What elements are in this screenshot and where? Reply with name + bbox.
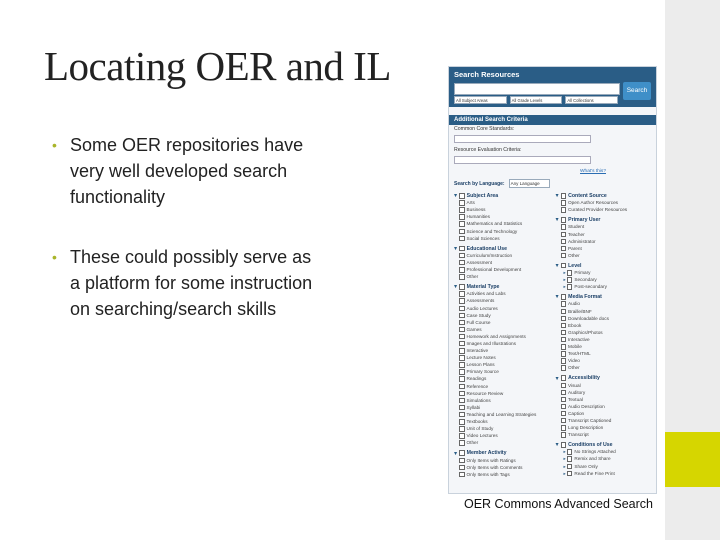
filter-option[interactable] <box>453 347 551 354</box>
filter-option-label: Secondary <box>574 277 597 283</box>
checkbox[interactable] <box>561 217 567 223</box>
checkbox[interactable] <box>459 193 465 199</box>
collapse-icon[interactable]: ▼ <box>453 450 459 457</box>
filter-option-label: Graphics/Photos <box>568 329 603 335</box>
filter-option-label: Curated Provider Resources <box>568 207 628 213</box>
checkbox[interactable] <box>459 440 465 446</box>
checkbox[interactable] <box>561 344 567 350</box>
checkbox[interactable] <box>567 449 573 455</box>
oer-search-screenshot <box>448 66 657 494</box>
checkbox[interactable] <box>459 267 465 273</box>
filter-option[interactable] <box>555 470 653 477</box>
filter-option[interactable] <box>453 266 551 273</box>
search-title: Search Resources <box>454 70 520 79</box>
filter-option[interactable] <box>555 206 653 213</box>
filter-option-label: Full Course <box>466 319 491 325</box>
filter-option[interactable] <box>453 206 551 213</box>
filter-option[interactable] <box>453 457 551 464</box>
filter-option[interactable] <box>555 308 653 315</box>
filter-option-label: No Strings Attached <box>574 449 616 455</box>
standards-label: Common Core Standards: <box>454 126 515 132</box>
filter-option[interactable] <box>555 329 653 336</box>
filter-option[interactable] <box>555 431 653 438</box>
filter-option[interactable] <box>453 333 551 340</box>
filter-option[interactable] <box>555 350 653 357</box>
checkbox[interactable] <box>459 246 465 252</box>
filter-option-label: Textual <box>568 396 583 402</box>
expand-icon[interactable]: ▸ <box>563 456 566 462</box>
collapse-icon[interactable]: ▼ <box>453 193 459 200</box>
filter-option-label: Images and Illustrations <box>466 340 517 346</box>
filter-option-label: Case Study <box>466 312 491 318</box>
filter-option[interactable] <box>555 396 653 403</box>
checkbox[interactable] <box>459 376 465 382</box>
filter-option[interactable] <box>453 290 551 297</box>
checkbox[interactable] <box>459 398 465 404</box>
filter-option-label: Only Items with Ratings <box>466 457 516 463</box>
filter-option-label: Other <box>568 365 580 371</box>
filter-option-label: Downloadable docs <box>568 315 609 321</box>
filter-option[interactable] <box>555 448 653 455</box>
accent-square <box>665 432 720 487</box>
expand-icon[interactable]: ▸ <box>563 449 566 455</box>
filter-option-label: Caption <box>568 410 585 416</box>
filter-group-level <box>555 263 653 290</box>
search-input[interactable] <box>454 83 620 95</box>
bullet-1-text: Some OER repositories have very well developed search functionality <box>70 135 304 207</box>
filter-option-label: Science and Technology <box>466 228 518 234</box>
bullet-2 <box>52 244 322 322</box>
filter-option-label: Arts <box>466 200 475 206</box>
filter-option[interactable] <box>453 259 551 266</box>
filter-option-label: Textbooks <box>466 419 488 424</box>
filter-group-label: Primary User <box>568 217 601 224</box>
checkbox[interactable] <box>459 334 465 340</box>
filter-option-label: Audio Lectures <box>466 305 498 311</box>
checkbox[interactable] <box>459 214 465 220</box>
checkbox[interactable] <box>561 432 567 438</box>
screenshot-caption: OER Commons Advanced Search <box>464 497 653 511</box>
checkbox[interactable] <box>459 306 465 312</box>
checkbox[interactable] <box>561 253 567 259</box>
filter-option[interactable] <box>453 425 551 432</box>
filter-group-material-type <box>453 284 551 446</box>
filter-option[interactable] <box>453 464 551 471</box>
filter-group-label: Material Type <box>466 284 500 291</box>
filter-option[interactable] <box>555 364 653 371</box>
filter-option[interactable] <box>453 199 551 206</box>
filter-option[interactable] <box>555 455 653 462</box>
checkbox[interactable] <box>561 397 567 403</box>
filter-option[interactable] <box>453 368 551 375</box>
checkbox[interactable] <box>561 239 567 245</box>
collapse-icon[interactable]: ▼ <box>554 294 560 301</box>
filter-group-label: Subject Area <box>466 193 499 200</box>
filter-option-label: Post-secondary <box>574 284 607 290</box>
filter-group-media-format <box>555 294 653 371</box>
checkbox[interactable] <box>459 384 465 390</box>
checkbox[interactable] <box>561 301 567 307</box>
collapse-icon[interactable]: ▼ <box>554 193 560 200</box>
filter-option-label: Mathematics and Statistics <box>466 221 523 227</box>
filter-option[interactable] <box>453 361 551 368</box>
filter-option[interactable] <box>453 397 551 404</box>
filter-group-primary-user <box>555 217 653 259</box>
filter-option-label: Open Author Resources <box>568 200 619 206</box>
filter-group-label: Content Source <box>568 193 607 200</box>
filter-option-label: Interactive <box>466 348 489 354</box>
checkbox[interactable] <box>561 207 567 213</box>
collapse-icon[interactable]: ▼ <box>453 245 459 252</box>
filter-option[interactable] <box>453 312 551 319</box>
filter-option[interactable] <box>453 252 551 259</box>
filter-option-label: Assessments <box>466 298 495 304</box>
filter-option[interactable] <box>453 471 551 478</box>
checkbox[interactable] <box>567 277 573 283</box>
filter-option[interactable] <box>453 340 551 347</box>
checkbox[interactable] <box>561 309 567 315</box>
checkbox[interactable] <box>459 405 465 411</box>
checkbox[interactable] <box>561 383 567 389</box>
filter-option-label: Social Sciences <box>466 235 500 241</box>
bullet-2-text: These could possibly serve as a platform for some instruction on searching/search skills <box>70 247 313 319</box>
filter-option[interactable] <box>555 382 653 389</box>
checkbox[interactable] <box>561 193 567 199</box>
filter-option-label: Humanities <box>466 214 490 220</box>
expand-icon[interactable]: ▸ <box>563 277 566 283</box>
filter-column-left <box>453 193 551 482</box>
checkbox[interactable] <box>561 358 567 364</box>
expand-icon[interactable]: ▸ <box>563 270 566 276</box>
filter-option[interactable] <box>453 411 551 418</box>
collapse-icon[interactable]: ▼ <box>554 375 560 382</box>
checkbox[interactable] <box>459 348 465 354</box>
checkbox[interactable] <box>459 450 465 456</box>
checkbox[interactable] <box>459 229 465 235</box>
filter-option-label: Teacher <box>568 231 585 237</box>
checkbox[interactable] <box>459 200 465 206</box>
filter-option[interactable] <box>555 424 653 431</box>
checkbox[interactable] <box>561 375 567 381</box>
evaluation-field[interactable] <box>454 156 591 164</box>
collapse-icon[interactable]: ▼ <box>453 284 459 291</box>
checkbox[interactable] <box>561 365 567 371</box>
language-select[interactable]: Any Language <box>509 179 550 188</box>
filter-option[interactable] <box>555 417 653 424</box>
filter-option[interactable] <box>555 403 653 410</box>
filter-option[interactable] <box>555 463 653 470</box>
filter-option-label: Audio Description <box>568 403 605 409</box>
checkbox[interactable] <box>459 320 465 326</box>
bullet-1 <box>52 132 322 210</box>
filter-option[interactable] <box>555 199 653 206</box>
filter-option[interactable] <box>453 354 551 361</box>
filter-option[interactable] <box>453 319 551 326</box>
filter-option[interactable] <box>453 235 551 242</box>
filter-option[interactable] <box>555 410 653 417</box>
filter-option[interactable] <box>555 300 653 307</box>
filter-option[interactable] <box>555 389 653 396</box>
filter-option-label: Transcript <box>568 432 589 438</box>
filter-option[interactable] <box>453 305 551 312</box>
filter-option[interactable] <box>453 213 551 220</box>
filter-columns <box>449 190 656 485</box>
filter-option-label: Share Only <box>574 463 598 469</box>
filter-option[interactable] <box>555 223 653 230</box>
bullet-dot-icon: • <box>52 249 57 265</box>
checkbox[interactable] <box>561 294 567 300</box>
checkbox[interactable] <box>561 224 567 230</box>
filter-option[interactable] <box>453 273 551 280</box>
checkbox[interactable] <box>567 270 573 276</box>
filter-option-label: Other <box>466 440 479 446</box>
checkbox[interactable] <box>459 207 465 213</box>
checkbox[interactable] <box>459 253 465 259</box>
expand-icon[interactable]: ▸ <box>563 470 566 476</box>
checkbox[interactable] <box>561 351 567 357</box>
checkbox[interactable] <box>459 412 465 418</box>
filter-option[interactable] <box>555 276 653 283</box>
filter-option[interactable] <box>555 269 653 276</box>
checkbox[interactable] <box>459 341 465 347</box>
filter-option-label: Text/HTML <box>568 351 591 357</box>
filter-column-right <box>555 193 653 482</box>
checkbox[interactable] <box>459 236 465 242</box>
filter-option[interactable] <box>555 283 653 290</box>
expand-icon[interactable]: ▸ <box>563 463 566 469</box>
checkbox[interactable] <box>561 316 567 322</box>
filter-option-label: Simulations <box>466 397 491 403</box>
checkbox[interactable] <box>459 458 465 464</box>
filter-option-label: Syllabi <box>466 404 481 410</box>
checkbox[interactable] <box>567 471 573 477</box>
filter-option-label: Unit of Study <box>466 426 494 432</box>
filter-group-label: Conditions of Use <box>568 442 613 449</box>
filter-option[interactable] <box>453 432 551 439</box>
bullet-dot-icon: • <box>52 137 57 153</box>
checkbox[interactable] <box>561 418 567 424</box>
filter-option-label: Mobile <box>568 344 582 349</box>
checkbox[interactable] <box>561 200 567 206</box>
filter-option[interactable] <box>453 375 551 382</box>
checkbox[interactable] <box>561 411 567 417</box>
collection-select[interactable]: All Collections <box>565 96 618 104</box>
checkbox[interactable] <box>459 291 465 297</box>
filter-group-member-activity <box>453 450 551 477</box>
filter-option-label: Professional Development <box>466 267 522 272</box>
checkbox[interactable] <box>459 284 465 290</box>
filter-option-label: Student <box>568 224 585 230</box>
filter-option-label: Activities and Labs <box>466 291 506 297</box>
checkbox[interactable] <box>561 404 567 410</box>
checkbox[interactable] <box>459 355 465 361</box>
checkbox[interactable] <box>459 313 465 319</box>
filter-option[interactable] <box>453 418 551 425</box>
checkbox[interactable] <box>459 426 465 432</box>
filter-group-label: Member Activity <box>466 450 507 457</box>
filter-group-conditions-of-use <box>555 442 653 477</box>
filter-option-label: Reference <box>466 383 489 389</box>
filter-option-label: Audio <box>568 301 580 307</box>
filter-option[interactable] <box>555 252 653 259</box>
filter-option-label: Primary Source <box>466 369 499 375</box>
filter-option-label: Video Lectures <box>466 433 498 439</box>
checkbox[interactable] <box>459 274 465 280</box>
checkbox[interactable] <box>561 330 567 336</box>
filter-option[interactable] <box>555 322 653 329</box>
checkbox[interactable] <box>561 232 567 238</box>
filter-option-label: Long Description <box>568 425 604 431</box>
expand-icon[interactable]: ▸ <box>563 284 566 290</box>
filter-option-label: Auditory <box>568 389 586 395</box>
filter-option[interactable] <box>555 315 653 322</box>
filter-option-label: Only Items with Comments <box>466 464 523 470</box>
filter-group-label: Media Format <box>568 294 602 301</box>
checkbox[interactable] <box>567 456 573 462</box>
filter-group-label: Educational Use <box>466 245 507 252</box>
filter-option[interactable] <box>453 404 551 411</box>
filter-option-label: Lecture Notes <box>466 355 496 361</box>
checkbox[interactable] <box>561 390 567 396</box>
filter-option-label: Curriculum/Instruction <box>466 252 513 258</box>
filter-option-label: Visual <box>568 382 581 388</box>
filter-option-label: Games <box>466 326 482 332</box>
checkbox[interactable] <box>459 362 465 368</box>
filter-group-content-source <box>555 193 653 213</box>
checkbox[interactable] <box>561 323 567 329</box>
checkbox[interactable] <box>561 246 567 252</box>
filter-option-label: Parent <box>568 245 582 251</box>
filter-option[interactable] <box>453 326 551 333</box>
checkbox[interactable] <box>459 419 465 425</box>
checkbox[interactable] <box>459 221 465 227</box>
filter-option-label: Business <box>466 207 486 213</box>
filter-option-label: Assessment <box>466 259 493 265</box>
filter-option[interactable] <box>453 439 551 446</box>
checkbox[interactable] <box>561 425 567 431</box>
standards-field[interactable] <box>454 135 591 143</box>
slide-title: Locating OER and IL <box>44 43 391 89</box>
filter-option-label: Resource Review <box>466 390 504 396</box>
advanced-criteria-header: Additional Search Criteria <box>449 115 656 125</box>
filter-option-label: Primary <box>574 270 591 276</box>
language-label: Search by Language: <box>454 180 505 187</box>
checkbox[interactable] <box>561 442 567 448</box>
search-filters <box>454 96 618 104</box>
filter-option[interactable] <box>453 297 551 304</box>
checkbox[interactable] <box>459 327 465 333</box>
filter-option-label: Read the Fine Print <box>574 470 615 476</box>
checkbox[interactable] <box>567 284 573 290</box>
filter-option[interactable] <box>453 390 551 397</box>
filter-option-label: Readings <box>466 376 487 382</box>
filter-option-label: Teaching and Learning Strategies <box>466 411 537 417</box>
filter-option[interactable] <box>555 238 653 245</box>
filter-option-label: Administrator <box>568 238 596 244</box>
checkbox[interactable] <box>459 433 465 439</box>
search-button[interactable]: Search <box>623 82 651 100</box>
filter-group-subject-area <box>453 193 551 242</box>
filter-group-accessibility <box>555 375 653 438</box>
checkbox[interactable] <box>561 263 567 269</box>
filter-option[interactable] <box>555 231 653 238</box>
filter-option[interactable] <box>453 383 551 390</box>
whats-this-link[interactable]: What's this? <box>580 169 606 174</box>
filter-option-label: Remix and Share <box>574 456 611 462</box>
grade-select[interactable]: All Grade Levels <box>510 96 563 104</box>
search-header <box>449 67 656 107</box>
collapse-icon[interactable]: ▼ <box>554 442 560 449</box>
filter-option[interactable] <box>453 228 551 235</box>
checkbox[interactable] <box>567 464 573 470</box>
subject-select[interactable]: All Subject Areas <box>454 96 507 104</box>
filter-option-label: Other <box>466 274 479 280</box>
filter-option-label: Only Items with Tags <box>466 471 510 477</box>
checkbox[interactable] <box>459 298 465 304</box>
filter-option-label: Braille/BNF <box>568 308 592 314</box>
checkbox[interactable] <box>459 472 465 478</box>
collapse-icon[interactable]: ▼ <box>554 217 560 224</box>
filter-option-label: Transcript Captioned <box>568 417 612 423</box>
filter-option[interactable] <box>555 336 653 343</box>
filter-option-label: Lesson Plans <box>466 362 495 368</box>
checkbox[interactable] <box>459 260 465 266</box>
checkbox[interactable] <box>561 337 567 343</box>
filter-option-label: Ebook <box>568 322 582 328</box>
filter-option-label: Homework and Assignments <box>466 333 526 339</box>
checkbox[interactable] <box>459 465 465 471</box>
filter-option-label: Interactive <box>568 336 590 342</box>
filter-option[interactable] <box>555 357 653 364</box>
filter-option-label: Video <box>568 358 580 364</box>
filter-option[interactable] <box>555 245 653 252</box>
collapse-icon[interactable]: ▼ <box>554 263 560 270</box>
filter-group-label: Accessibility <box>568 375 600 382</box>
filter-option-label: Other <box>568 252 580 258</box>
checkbox[interactable] <box>459 369 465 375</box>
filter-group-educational-use <box>453 246 551 281</box>
filter-option[interactable] <box>555 343 653 350</box>
checkbox[interactable] <box>459 391 465 397</box>
filter-group-label: Level <box>568 263 582 270</box>
filter-option[interactable] <box>453 220 551 227</box>
evaluation-label: Resource Evaluation Criteria: <box>454 147 522 153</box>
